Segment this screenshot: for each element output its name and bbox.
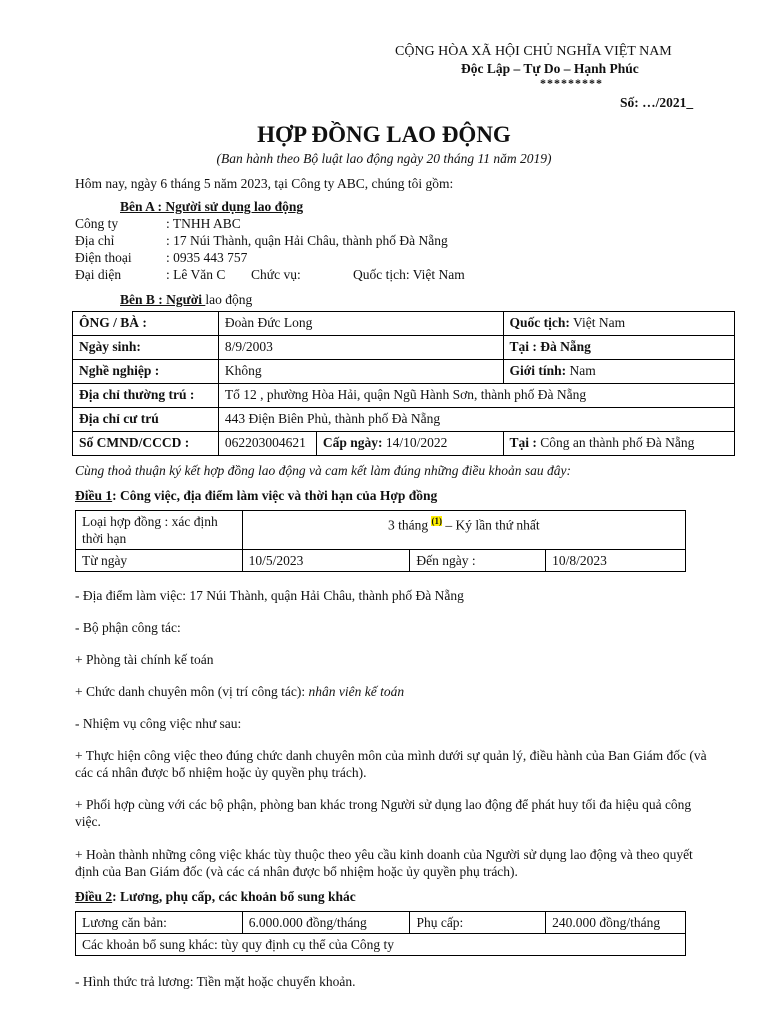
name-value: Đoàn Đức Long <box>218 312 503 336</box>
article-1-label: Điều 1 <box>75 488 113 503</box>
salary-label: Lương căn bản: <box>76 912 243 934</box>
job-value: Không <box>218 360 503 384</box>
agreement-text: Cùng thoả thuận ký kết hợp đồng lao động và cam kết làm đúng những điều khoản sau đây: <box>75 463 571 478</box>
party-a-heading: Bên A : Người sử dụng lao động <box>120 199 304 214</box>
gender-cell <box>503 360 734 384</box>
to-date-value: 10/8/2023 <box>546 550 686 572</box>
party-a-rep-label: Đại diện <box>75 267 122 282</box>
article-1-title: : Công việc, địa điểm làm việc và thời hạn của Hợp đồng <box>112 488 438 503</box>
to-date-label: Đến ngày : <box>410 550 546 572</box>
party-a-phone: : 0935 443 757 <box>166 250 248 265</box>
article-2-label: Điều 2 <box>75 889 113 904</box>
footnote-mark: (1) <box>431 516 442 526</box>
permanent-address-label: Địa chỉ thường trú : <box>73 384 219 408</box>
allowance-label: Phụ cấp: <box>410 912 546 934</box>
id-label: Số CMND/CCCD : <box>73 432 219 456</box>
dob-value: 8/9/2003 <box>218 336 503 360</box>
job-title-line <box>75 684 404 700</box>
from-date-value: 10/5/2023 <box>242 550 410 572</box>
nation-heading: CỘNG HÒA XÃ HỘI CHỦ NGHĨA VIỆT NAM <box>395 44 672 59</box>
id-value: 062203004621 <box>218 432 316 456</box>
issue-place-value: Công an thành phố Đà Nẵng <box>536 435 695 450</box>
issue-date-cell <box>316 432 503 456</box>
from-date-label: Từ ngày <box>76 550 243 572</box>
residence-label: Địa chỉ cư trú <box>73 408 219 432</box>
contract-type-signing: – Ký lần thứ nhất <box>441 517 540 533</box>
issue-place-label: Tại : <box>509 435 537 450</box>
pob-value: Tại : Đà Nẵng <box>503 336 734 360</box>
department-value: + Phòng tài chính kế toán <box>75 652 214 667</box>
dob-label: Ngày sinh: <box>73 336 219 360</box>
article-2-heading <box>75 889 356 905</box>
issue-place-cell <box>503 432 734 456</box>
party-b-heading-bold: Bên B : Người <box>120 292 206 307</box>
document-number: Số: …/2021_ <box>620 95 694 110</box>
other-payments: Các khoản bổ sung khác: tùy quy định cụ thể của Công ty <box>76 934 686 956</box>
job-title-value: nhân viên kế toán <box>308 684 405 699</box>
party-a-company-label: Công ty <box>75 216 119 231</box>
issue-date-value: 14/10/2022 <box>382 435 448 450</box>
party-a-position-label: Chức vụ: <box>251 267 301 282</box>
allowance-value: 240.000 đồng/tháng <box>546 912 686 934</box>
issue-date-label: Cấp ngày: <box>322 435 383 450</box>
duty-2: + Phối hợp cùng với các bộ phận, phòng ban khác trong Người sử dụng lao động để phát huy tối đa hiệu quả công việc. <box>75 797 692 829</box>
contract-type-duration: 3 tháng <box>387 517 432 533</box>
party-a-rep: : Lê Văn C <box>166 267 226 282</box>
party-a-address: : 17 Núi Thành, quận Hải Châu, thành phố Đà Nẵng <box>166 233 448 248</box>
motto-stars: ********* <box>540 76 603 90</box>
document-subtitle: (Ban hành theo Bộ luật lao động ngày 20 tháng 11 năm 2019) <box>216 151 552 166</box>
party-b-heading <box>120 292 252 308</box>
intro-text: Hôm nay, ngày 6 tháng 5 năm 2023, tại Công ty ABC, chúng tôi gồm: <box>75 176 454 191</box>
contract-type-value <box>242 511 685 550</box>
party-a-address-label: Địa chỉ <box>75 233 115 248</box>
job-label: Nghề nghiệp : <box>73 360 219 384</box>
gender-value: Nam <box>566 363 596 378</box>
duty-3: + Hoàn thành những công việc khác tùy thuộc theo yêu cầu kinh doanh của Người sử dụng lao động và theo quyết định của Ban Giám đốc (và các cá nhân được bổ nhiệm hoặc ủy quyền phụ trách). <box>75 847 693 879</box>
work-location: - Địa điểm làm việc: 17 Núi Thành, quận Hải Châu, thành phố Đà Nẵng <box>75 588 464 603</box>
nationality-value: Việt Nam <box>569 315 626 330</box>
contract-type-label: Loại hợp đồng : xác định thời hạn <box>76 511 243 550</box>
party-a-phone-label: Điện thoại <box>75 250 132 265</box>
contract-term-table <box>75 510 686 572</box>
permanent-address-value: Tổ 12 , phường Hòa Hải, quận Ngũ Hành Sơn, thành phố Đà Nẵng <box>218 384 734 408</box>
residence-value: 443 Điện Biên Phủ, thành phố Đà Nẵng <box>218 408 734 432</box>
name-label: ÔNG / BÀ : <box>73 312 219 336</box>
motto: Độc Lập – Tự Do – Hạnh Phúc <box>461 61 639 76</box>
salary-table <box>75 911 686 956</box>
nationality-cell <box>503 312 734 336</box>
party-a-nationality: Quốc tịch: Việt Nam <box>353 267 465 282</box>
nationality-label: Quốc tịch: <box>509 315 570 330</box>
salary-value: 6.000.000 đồng/tháng <box>242 912 410 934</box>
party-b-heading-rest: lao động <box>205 292 253 307</box>
duties-heading: - Nhiệm vụ công việc như sau: <box>75 716 242 731</box>
gender-label: Giới tính: <box>509 363 567 378</box>
article-2-title: : Lương, phụ cấp, các khoản bổ sung khác <box>112 889 356 904</box>
job-title-label: + Chức danh chuyên môn (vị trí công tác): <box>75 684 309 699</box>
department-label: - Bộ phận công tác: <box>75 620 181 635</box>
article-1-heading <box>75 488 437 504</box>
party-b-table <box>72 311 735 456</box>
duty-1: + Thực hiện công việc theo đúng chức danh chuyên môn của mình dưới sự quản lý, điều hành của Ban Giám đốc (và các cá nhân được bổ nhiệm hoặc ủy quyền phụ trách). <box>75 748 707 780</box>
party-a-company: : TNHH ABC <box>166 216 241 231</box>
document-title: HỢP ĐỒNG LAO ĐỘNG <box>257 122 511 147</box>
payment-method: - Hình thức trả lương: Tiền mặt hoặc chuyển khoản. <box>75 974 356 989</box>
